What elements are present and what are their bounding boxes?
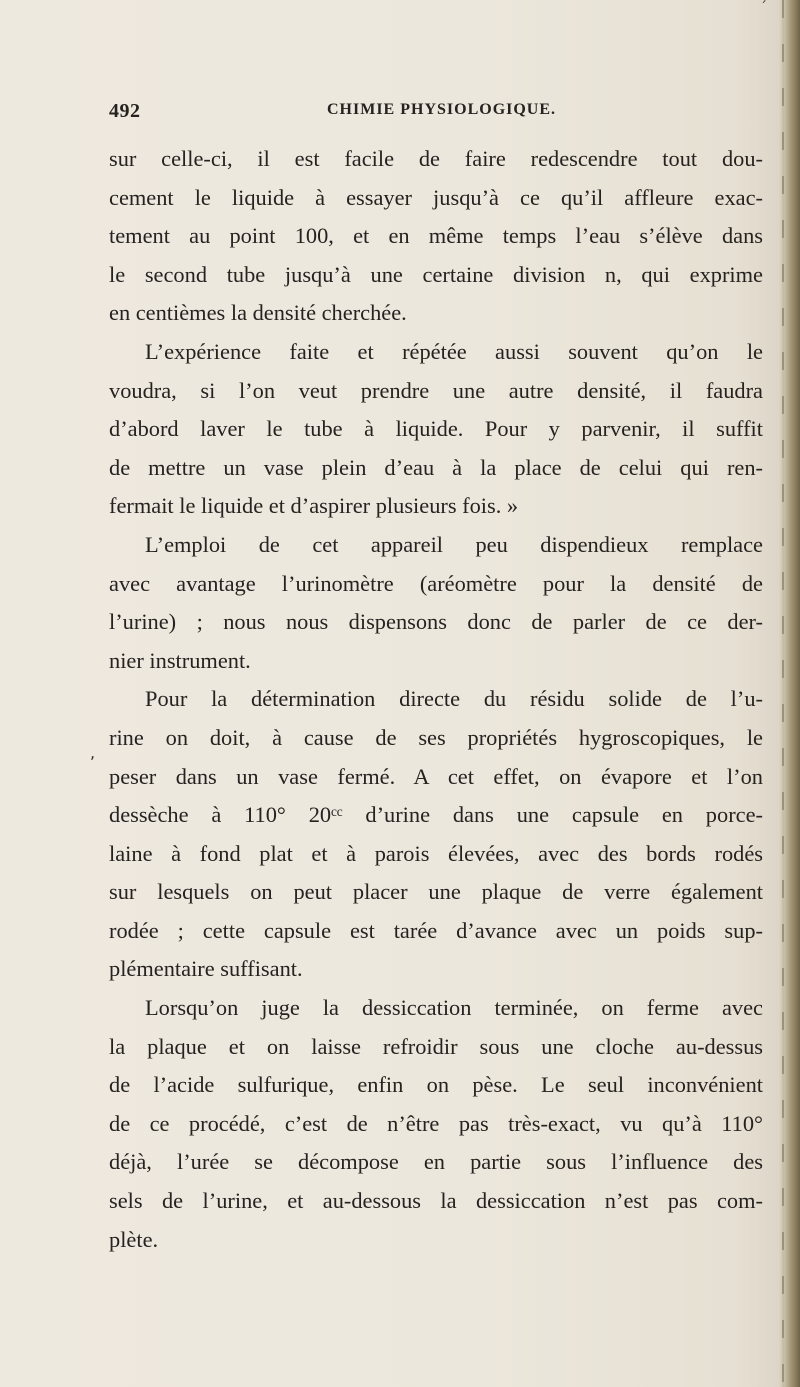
page-number: 492 (109, 100, 141, 122)
text-line: en centièmes la densité cherchée. (109, 300, 407, 326)
margin-mark: , (90, 743, 96, 762)
text-line: rine on doit, à cause de ses propriétés hygroscopiques, le (109, 724, 763, 750)
text-line: nier instrument. (109, 647, 251, 673)
text-line: plémentaire suffisant. (109, 956, 303, 982)
text-line: de mettre un vase plein d’eau à la place de celui qui ren- (109, 454, 763, 480)
text-line: de l’acide sulfurique, enfin on pèse. Le seul inconvénient (109, 1072, 763, 1098)
page-gutter-edge (778, 0, 800, 1387)
text-line: déjà, l’urée se décompose en partie sous l’influence des (109, 1149, 763, 1175)
text-line: sur celle-ci, il est facile de faire redescendre tout dou- (109, 146, 763, 171)
text-line: Pour la détermination directe du résidu solide de l’u- (145, 686, 763, 712)
body-text (109, 140, 763, 1259)
running-title: CHIMIE PHYSIOLOGIQUE. (327, 101, 557, 118)
text-line: L’expérience faite et répétée aussi souvent qu’on le (145, 338, 763, 364)
text-line: sur lesquels on peut placer une plaque de verre également (109, 879, 763, 905)
text-line: laine à fond plat et à parois élevées, avec des bords rodés (109, 840, 763, 866)
top-margin-mark: ˊ (760, 0, 767, 16)
text-line: fermait le liquide et d’aspirer plusieurs fois. » (109, 493, 519, 519)
text-line: la plaque et on laisse refroidir sous une cloche au-dessus (109, 1033, 763, 1059)
page-header (109, 100, 769, 130)
text-line: rodée ; cette capsule est tarée d’avance avec un poids sup- (109, 917, 763, 943)
text-line: avec avantage l’urinomètre (aréomètre pour la densité de (109, 570, 763, 596)
text-line: plète. (109, 1226, 159, 1252)
text-line: l’urine) ; nous nous dispensons donc de parler de ce der- (109, 609, 763, 635)
text-line: cement le liquide à essayer jusqu’à ce qu’il affleure exac- (109, 184, 763, 210)
text-line: sels de l’urine, et au-dessous la dessiccation n’est pas com- (109, 1188, 763, 1214)
text-line: dessèche à 110° 20ᶜᶜ d’urine dans une capsule en porce- (109, 802, 763, 828)
text-line: de ce procédé, c’est de n’être pas très-exact, vu qu’à 110° (109, 1110, 763, 1136)
text-line: L’emploi de cet appareil peu dispendieux remplace (145, 531, 763, 557)
text-line: voudra, si l’on veut prendre une autre densité, il faudra (109, 377, 763, 403)
text-line: Lorsqu’on juge la dessiccation terminée, on ferme avec (145, 995, 763, 1021)
text-line: d’abord laver le tube à liquide. Pour y parvenir, il suffit (109, 416, 763, 442)
text-line: peser dans un vase fermé. A cet effet, on évapore et l’on (109, 763, 763, 789)
text-line: le second tube jusqu’à une certaine division n, qui exprime (109, 261, 763, 287)
text-line: tement au point 100, et en même temps l’eau s’élève dans (109, 223, 763, 249)
